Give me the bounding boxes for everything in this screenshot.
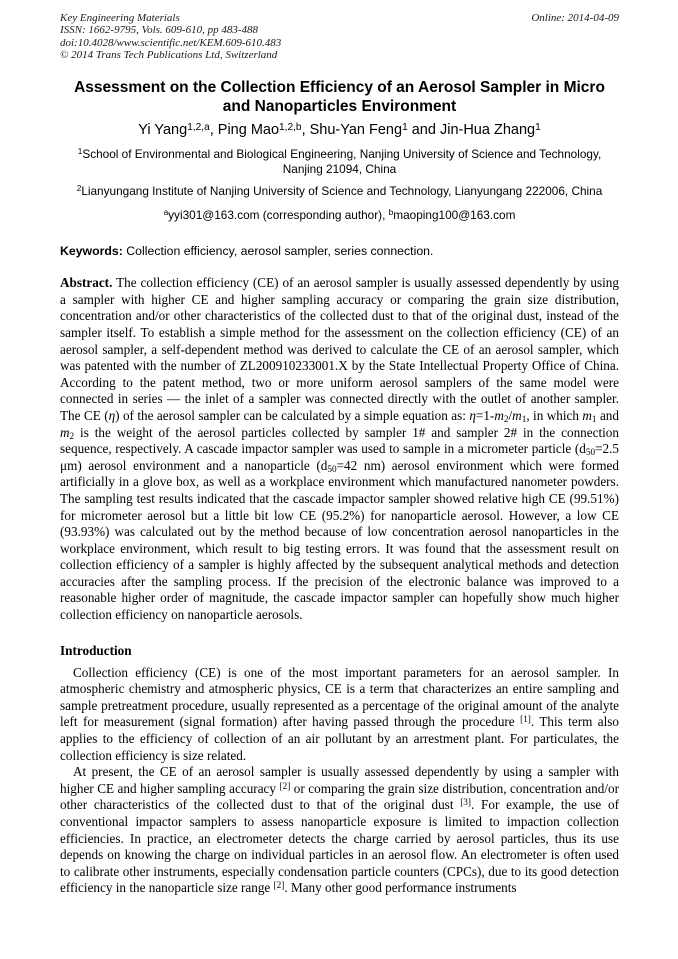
issn-line: ISSN: 1662-9795, Vols. 609-610, pp 483-488	[60, 24, 258, 37]
affiliation-2: $^2$Lianyungang Institute of Nanjing University of Science and Technology, Lianyungang 222006, China	[76, 184, 603, 199]
keywords-line	[60, 244, 619, 259]
keywords-label: Keywords:	[60, 244, 123, 259]
intro-paragraph-2: At present, the CE of an aerosol sampler is usually assessed dependently by using a sampler with higher CE and higher sampling accuracy [2] or comparing the grain size distribution, concentration and/or other characteristics of the collected dust to that of the original dust [3]. For example, the use of conventional impactor samplers to assess nanoparticle exposure is limited to impaction collection efficiencies. In practice, an electrometer detects the charge carried by aerosol particles, thus its use depends on knowing the charge on individual particles in an aerosol flow. An electrometer is often used to calibrate other instruments, especially condensation particle counters (CPCs), due to its good detection efficiency in the nanoparticle size range [2]. Many other good performance instruments	[60, 764, 619, 896]
paper-title: Assessment on the Collection Efficiency of an Aerosol Sampler in Micro and Nanoparticles Environment	[74, 79, 605, 116]
header-top-row	[60, 12, 619, 24]
intro-paragraph-1: Collection efficiency (CE) is one of the most important parameters for an aerosol sampler. In atmospheric chemistry and atmospheric physics, CE is a term that characterizes an entire sampling and sample pretreatment procedure, usually represented as a percentage of the original amount of the analyte left for measurement (signal formation) after having passed through the procedure [1]. This term also applies to the efficiency of collection of an air pollutant by an arrestment plant. For particulates, the collection efficiency is size related.	[60, 664, 619, 763]
keywords-text: Collection efficiency, aerosol sampler, series connection.	[122, 244, 434, 259]
doi-line: doi:10.4028/www.scientific.net/KEM.609-610.483	[60, 36, 282, 49]
authors-line: Yi Yang$^{1,2,a}$, Ping Mao$^{1,2,b}$, Shu-Yan Feng$^1$ and Jin-Hua Zhang$^1$	[138, 121, 541, 139]
abstract-paragraph: Abstract. The collection efficiency (CE) of an aerosol sampler is usually assessed dependently by using a sampler with higher CE and higher sampling accuracy or comparing the grain size distribution, concentration and/or other characteristics of the collected dust to that of the original dust, instead of the sampler itself. To establish a simple method for the assessment on the collection efficiency (CE) of an aerosol sampler, a self-dependent method was derived to calculate the CE of an aerosol sampler, which was patented with the number of ZL200910233001.X by the State Intellectual Property Office of China. According to the patent method, two or more uniform aerosol samplers of the same model were connected in series — the inlet of a sampler was connected directly with the outlet of another sampler. The CE (η) of the aerosol sampler can be calculated by a simple equation as: η=1-m2/m1, in which m1 and m2 is the weight of the aerosol particles collected by sampler 1# and sampler 2# in the connection sequence, respectively. A cascade impactor sampler was used to sample in a micrometer particle (d50=2.5 μm) aerosol environment and a nanoparticle (d50=42 nm) aerosol environment which were formed artificially in a glove box, as well as a workplace environment which manufactured nanometer powders. The sampling test results indicated that the cascade impactor sampler showed relative high CE (99.51%) for micrometer aerosol but a little bit low CE (95.2%) for nanoparticle aerosol. However, a low CE (93.93%) was calculated out by the method because of low concentration aerosol nanoparticles in the workplace environment, which result to big testing errors. It was found that the assessment result on collection efficiency of a sampler is highly affected by the subsequent analytical methods and detection accuracies after the sampling process. If the precision of the electronic balance was improved to a reasonable higher order of magnitude, the cascade impactor sampler can hopefully show much higher collection efficiency on nanoparticle aerosols.	[60, 275, 619, 623]
journal-name: Key Engineering Materials	[60, 12, 180, 24]
copyright-line: © 2014 Trans Tech Publications Ltd, Switzerland	[60, 48, 278, 61]
online-date: Online: 2014-04-09	[531, 12, 619, 24]
authors-emails: $^a$yyi301@163.com (corresponding author), $^b$maoping100@163.com	[163, 207, 516, 222]
affiliation-1: $^1$School of Environmental and Biological Engineering, Nanjing University of Science and Technology, Nanjing 21094, China	[77, 147, 602, 176]
introduction-heading: Introduction	[60, 642, 132, 658]
journal-header	[60, 12, 619, 61]
